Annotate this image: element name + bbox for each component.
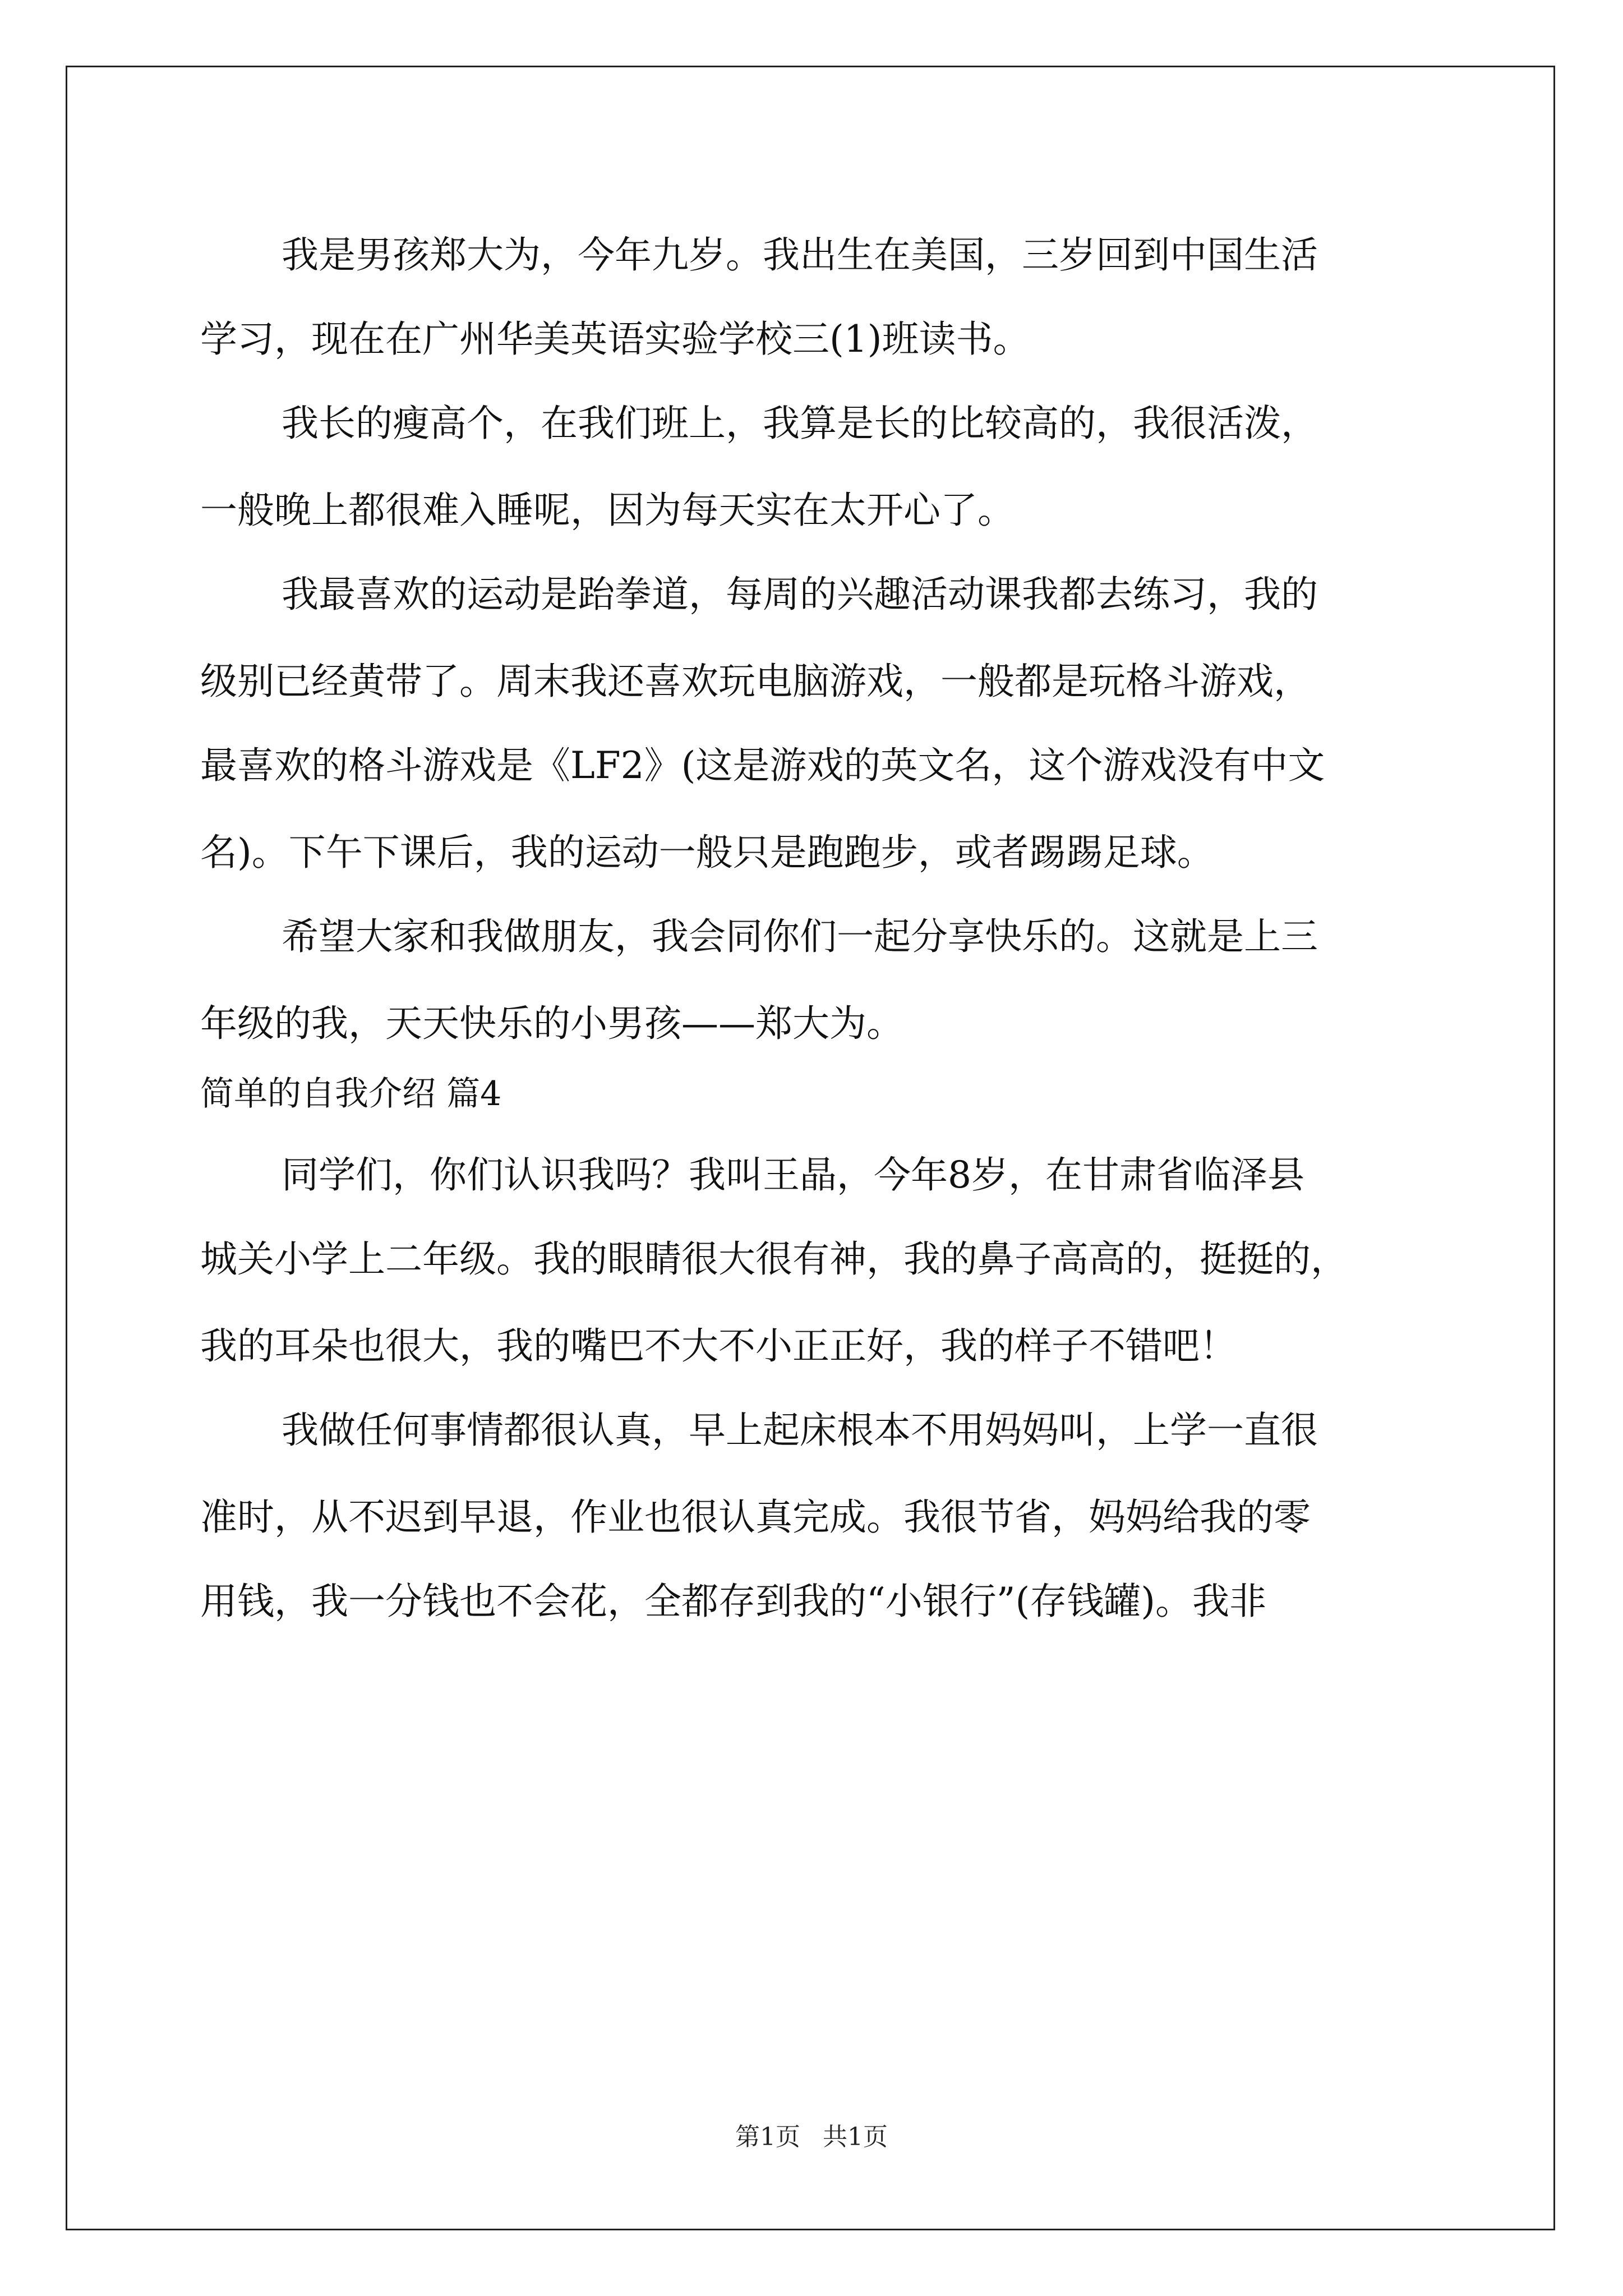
text-line: 同学们，你们认识我吗？我叫王晶，今年8岁，在甘肃省临泽县	[282, 1153, 1304, 1197]
text-line: 我长的瘦高个，在我们班上，我算是长的比较高的，我很活泼，	[282, 402, 1318, 445]
text-line: 用钱，我一分钱也不会花，全都存到我的“小银行”(存钱罐)。我非	[200, 1580, 1266, 1623]
text-line: 希望大家和我做朋友，我会同你们一起分享快乐的。这就是上三	[282, 915, 1318, 958]
text-line: 年级的我，天天快乐的小男孩——郑大为。	[200, 1002, 903, 1045]
section-heading: 简单的自我介绍 篇4	[200, 1074, 502, 1114]
text-line: 我最喜欢的运动是跆拳道，每周的兴趣活动课我都去练习，我的	[282, 573, 1318, 616]
text-line: 准时，从不迟到早退，作业也很认真完成。我很节省，妈妈给我的零	[200, 1496, 1311, 1539]
text-line: 城关小学上二年级。我的眼睛很大很有神，我的鼻子高高的，挺挺的，	[200, 1237, 1348, 1281]
page-number: 第1页	[735, 2123, 800, 2151]
text-line: 最喜欢的格斗游戏是《LF2》(这是游戏的英文名，这个游戏没有中文	[200, 744, 1325, 787]
text-line: 我是男孩郑大为，今年九岁。我出生在美国，三岁回到中国生活	[282, 233, 1318, 277]
page-total: 共1页	[823, 2123, 888, 2151]
text-line: 级别已经黄带了。周末我还喜欢玩电脑游戏，一般都是玩格斗游戏，	[200, 660, 1311, 703]
text-line: 我的耳朵也很大，我的嘴巴不大不小正正好，我的样子不错吧！	[200, 1324, 1237, 1368]
page-footer	[0, 2120, 1623, 2154]
page-border	[66, 66, 1555, 2230]
text-line: 一般晚上都很难入睡呢，因为每天实在太开心了。	[200, 489, 1015, 532]
text-line: 我做任何事情都很认真，早上起床根本不用妈妈叫，上学一直很	[282, 1409, 1318, 1452]
text-line: 名)。下午下课后，我的运动一般只是跑跑步，或者踢踢足球。	[200, 831, 1214, 874]
text-line: 学习，现在在广州华美英语实验学校三(1)班读书。	[200, 318, 1030, 361]
